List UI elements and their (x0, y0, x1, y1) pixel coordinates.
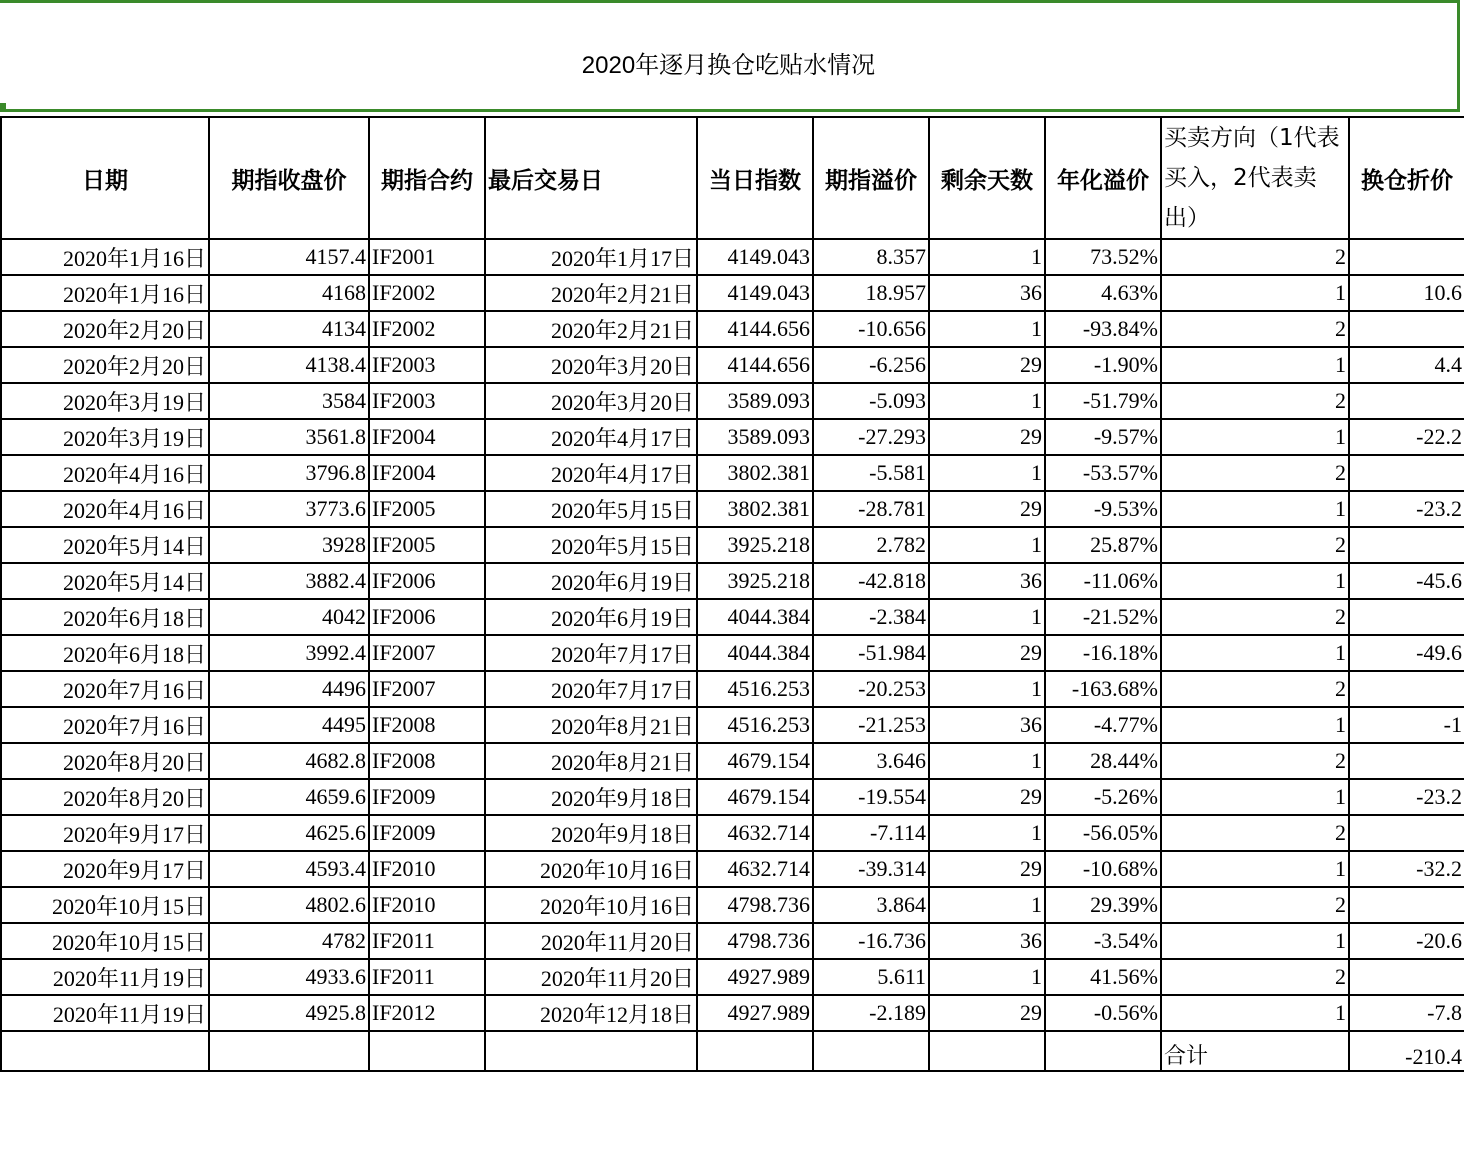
sheet-title: 2020年逐月换仓吃贴水情况 (581, 52, 876, 79)
table-cell[interactable]: 3584 (209, 383, 369, 419)
table-cell[interactable]: -5.26% (1045, 779, 1161, 815)
table-cell[interactable]: 4802.6 (209, 887, 369, 923)
table-cell[interactable]: -21.253 (813, 707, 929, 743)
table-cell[interactable]: -93.84% (1045, 311, 1161, 347)
table-cell[interactable]: IF2007 (369, 635, 485, 671)
table-cell[interactable]: 4625.6 (209, 815, 369, 851)
table-row (1, 635, 1464, 671)
table-cell[interactable] (1349, 239, 1464, 275)
table-cell[interactable]: 28.44% (1045, 743, 1161, 779)
table-cell[interactable]: IF2004 (369, 455, 485, 491)
table-cell[interactable]: IF2010 (369, 851, 485, 887)
table-cell[interactable]: 1 (1161, 923, 1349, 959)
table-cell[interactable]: -22.2 (1349, 419, 1464, 455)
table-cell[interactable]: 36 (929, 275, 1045, 311)
table-cell[interactable]: 2 (1161, 815, 1349, 851)
table-row (1, 743, 1464, 779)
table-cell[interactable]: 2020年8月20日 (1, 743, 209, 779)
table-cell[interactable]: 2020年5月14日 (1, 563, 209, 599)
table-cell[interactable]: IF2008 (369, 707, 485, 743)
table-cell[interactable] (1, 1031, 209, 1071)
table-cell[interactable]: 4157.4 (209, 239, 369, 275)
table-cell[interactable]: 2020年12月18日 (485, 995, 697, 1031)
table-cell[interactable] (1349, 743, 1464, 779)
table-cell[interactable]: IF2003 (369, 383, 485, 419)
table-cell[interactable]: 29 (929, 419, 1045, 455)
table-cell[interactable]: -23.2 (1349, 779, 1464, 815)
table-cell[interactable]: 2 (1161, 959, 1349, 995)
table-cell[interactable]: 2.782 (813, 527, 929, 563)
table-cell[interactable]: 3796.8 (209, 455, 369, 491)
table-cell[interactable]: 2020年5月15日 (485, 527, 697, 563)
table-cell[interactable]: 2020年4月16日 (1, 491, 209, 527)
table-cell[interactable]: 2020年11月20日 (485, 959, 697, 995)
table-cell[interactable]: -23.2 (1349, 491, 1464, 527)
table-cell[interactable]: 1 (929, 527, 1045, 563)
header-cell[interactable]: 剩余天数 (929, 117, 1045, 239)
table-cell[interactable]: 1 (1161, 419, 1349, 455)
table-cell[interactable]: 2020年2月20日 (1, 311, 209, 347)
table-row (1, 599, 1464, 635)
table-cell[interactable]: -42.818 (813, 563, 929, 599)
table-cell[interactable]: 3882.4 (209, 563, 369, 599)
table-cell[interactable]: IF2010 (369, 887, 485, 923)
table-cell[interactable]: IF2002 (369, 311, 485, 347)
header-cell[interactable]: 期指溢价 (813, 117, 929, 239)
table-cell[interactable] (1349, 815, 1464, 851)
table-cell[interactable]: 2020年8月20日 (1, 779, 209, 815)
table-cell[interactable]: 3925.218 (697, 563, 813, 599)
table-cell[interactable]: 2020年1月17日 (485, 239, 697, 275)
table-cell[interactable]: -5.581 (813, 455, 929, 491)
table-row (1, 959, 1464, 995)
header-cell[interactable]: 最后交易日 (485, 117, 697, 239)
table-cell[interactable]: 1 (1161, 491, 1349, 527)
table-cell[interactable]: 2020年5月15日 (485, 491, 697, 527)
table-cell[interactable]: 4593.4 (209, 851, 369, 887)
header-cell[interactable]: 年化溢价 (1045, 117, 1161, 239)
table-cell[interactable]: IF2012 (369, 995, 485, 1031)
table-cell[interactable]: -21.52% (1045, 599, 1161, 635)
table-cell[interactable]: 3925.218 (697, 527, 813, 563)
table-cell[interactable] (1349, 455, 1464, 491)
table-cell[interactable] (929, 1031, 1045, 1071)
table-cell[interactable]: 4659.6 (209, 779, 369, 815)
header-cell[interactable]: 期指收盘价 (209, 117, 369, 239)
table-cell[interactable]: 29.39% (1045, 887, 1161, 923)
table-cell[interactable]: 29 (929, 779, 1045, 815)
table-row (1, 815, 1464, 851)
table-cell[interactable]: 1 (929, 887, 1045, 923)
table-cell[interactable]: 25.87% (1045, 527, 1161, 563)
table-cell[interactable]: IF2002 (369, 275, 485, 311)
table-cell[interactable]: 2 (1161, 599, 1349, 635)
table-cell[interactable]: 2 (1161, 239, 1349, 275)
table-cell[interactable]: 2020年7月16日 (1, 707, 209, 743)
table-cell[interactable]: -19.554 (813, 779, 929, 815)
header-cell[interactable]: 期指合约 (369, 117, 485, 239)
table-row (1, 707, 1464, 743)
table-cell[interactable]: 18.957 (813, 275, 929, 311)
table-cell[interactable]: IF2006 (369, 599, 485, 635)
table-cell[interactable]: 1 (929, 599, 1045, 635)
table-cell[interactable]: 1 (1161, 707, 1349, 743)
table-cell[interactable]: 2020年5月14日 (1, 527, 209, 563)
header-cell[interactable]: 买卖方向（1代表买入，2代表卖出） (1161, 117, 1349, 239)
table-cell[interactable] (485, 1031, 697, 1071)
table-cell[interactable]: -27.293 (813, 419, 929, 455)
table-cell[interactable]: 2020年2月21日 (485, 275, 697, 311)
table-cell[interactable]: -10.656 (813, 311, 929, 347)
table-row (1, 671, 1464, 707)
table-cell[interactable]: 2020年9月17日 (1, 815, 209, 851)
table-cell[interactable]: IF2005 (369, 491, 485, 527)
table-cell[interactable]: 2020年3月19日 (1, 383, 209, 419)
table-cell[interactable]: 4.63% (1045, 275, 1161, 311)
table-cell[interactable]: -51.984 (813, 635, 929, 671)
frame-corner (0, 103, 6, 109)
table-cell[interactable]: 2020年11月20日 (485, 923, 697, 959)
table-row (1, 491, 1464, 527)
table-cell[interactable]: 4516.253 (697, 671, 813, 707)
table-cell[interactable]: 10.6 (1349, 275, 1464, 311)
table-cell[interactable]: -1 (1349, 707, 1464, 743)
table-cell[interactable]: 2020年11月19日 (1, 959, 209, 995)
table-cell[interactable] (813, 1031, 929, 1071)
table-cell[interactable]: 4782 (209, 923, 369, 959)
table-cell[interactable]: 2 (1161, 455, 1349, 491)
table-cell[interactable]: 3773.6 (209, 491, 369, 527)
total-label[interactable]: 合计 (1161, 1031, 1349, 1071)
table-cell[interactable]: -0.56% (1045, 995, 1161, 1031)
table-cell[interactable]: -20.6 (1349, 923, 1464, 959)
table-cell[interactable]: 3589.093 (697, 419, 813, 455)
table-cell[interactable]: 2020年9月18日 (485, 779, 697, 815)
title-box (0, 0, 1460, 112)
table-cell[interactable]: -1.90% (1045, 347, 1161, 383)
table-row (1, 527, 1464, 563)
table-cell[interactable]: 29 (929, 635, 1045, 671)
table-row (1, 995, 1464, 1031)
table-cell[interactable]: 2020年9月18日 (485, 815, 697, 851)
table-cell[interactable] (1349, 527, 1464, 563)
table-cell[interactable]: 2020年3月20日 (485, 347, 697, 383)
table-cell[interactable]: 4044.384 (697, 635, 813, 671)
table-cell[interactable]: 1 (1161, 851, 1349, 887)
table-row (1, 347, 1464, 383)
header-cell[interactable]: 换仓折价 (1349, 117, 1464, 239)
table-cell[interactable]: IF2006 (369, 563, 485, 599)
table-cell[interactable]: IF2003 (369, 347, 485, 383)
table-cell[interactable]: 2020年3月19日 (1, 419, 209, 455)
table-cell[interactable]: 4798.736 (697, 923, 813, 959)
table-cell[interactable]: 4632.714 (697, 851, 813, 887)
table-cell[interactable]: 2 (1161, 887, 1349, 923)
table-cell[interactable]: 3802.381 (697, 491, 813, 527)
table-cell[interactable]: 2 (1161, 311, 1349, 347)
header-row (1, 117, 1464, 239)
table-cell[interactable]: 4516.253 (697, 707, 813, 743)
table-cell[interactable]: 36 (929, 563, 1045, 599)
table-cell[interactable]: 4679.154 (697, 743, 813, 779)
table-cell[interactable]: 1 (929, 311, 1045, 347)
table-cell[interactable]: -16.18% (1045, 635, 1161, 671)
table-cell[interactable]: 41.56% (1045, 959, 1161, 995)
table-cell[interactable]: 2020年7月16日 (1, 671, 209, 707)
table-cell[interactable]: 4927.989 (697, 995, 813, 1031)
table-cell[interactable]: 2020年4月16日 (1, 455, 209, 491)
table-cell[interactable]: 1 (1161, 995, 1349, 1031)
table-cell[interactable]: -5.093 (813, 383, 929, 419)
table-cell[interactable]: IF2011 (369, 923, 485, 959)
table-cell[interactable]: -56.05% (1045, 815, 1161, 851)
table-cell[interactable]: 1 (929, 455, 1045, 491)
table-cell[interactable]: -32.2 (1349, 851, 1464, 887)
table-cell[interactable] (1045, 1031, 1161, 1071)
table-cell[interactable]: 4925.8 (209, 995, 369, 1031)
table-cell[interactable]: -9.53% (1045, 491, 1161, 527)
table-cell[interactable]: 1 (1161, 347, 1349, 383)
table-cell[interactable]: -6.256 (813, 347, 929, 383)
table-cell[interactable]: -51.79% (1045, 383, 1161, 419)
table-cell[interactable]: 4149.043 (697, 275, 813, 311)
table-cell[interactable]: 2020年2月20日 (1, 347, 209, 383)
table-cell[interactable]: 3561.8 (209, 419, 369, 455)
table-cell[interactable]: 4495 (209, 707, 369, 743)
table-cell[interactable] (1349, 311, 1464, 347)
table-cell[interactable]: 4.4 (1349, 347, 1464, 383)
table-cell[interactable]: 3.646 (813, 743, 929, 779)
table-cell[interactable]: IF2007 (369, 671, 485, 707)
table-cell[interactable] (1349, 887, 1464, 923)
table-cell[interactable]: 4632.714 (697, 815, 813, 851)
header-cell[interactable]: 日期 (1, 117, 209, 239)
table-cell[interactable]: 2020年10月15日 (1, 887, 209, 923)
table-cell[interactable] (369, 1031, 485, 1071)
table-cell[interactable]: 1 (1161, 563, 1349, 599)
table-cell[interactable] (1349, 671, 1464, 707)
table-cell[interactable]: 2020年6月18日 (1, 599, 209, 635)
table-cell[interactable]: -45.6 (1349, 563, 1464, 599)
table-cell[interactable]: 73.52% (1045, 239, 1161, 275)
table-cell[interactable]: -28.781 (813, 491, 929, 527)
table-cell[interactable]: 2020年2月21日 (485, 311, 697, 347)
table-cell[interactable]: -2.189 (813, 995, 929, 1031)
table-row (1, 383, 1464, 419)
table-cell[interactable]: 1 (929, 743, 1045, 779)
table-cell[interactable]: 4168 (209, 275, 369, 311)
table-cell[interactable]: 3589.093 (697, 383, 813, 419)
table-cell[interactable]: 2020年11月19日 (1, 995, 209, 1031)
table-cell[interactable]: -11.06% (1045, 563, 1161, 599)
table-cell[interactable]: IF2009 (369, 779, 485, 815)
table-cell[interactable]: 29 (929, 851, 1045, 887)
table-cell[interactable]: 2 (1161, 743, 1349, 779)
table-cell[interactable]: -53.57% (1045, 455, 1161, 491)
table-cell[interactable]: 1 (929, 959, 1045, 995)
table-cell[interactable]: 3992.4 (209, 635, 369, 671)
table-cell[interactable]: 4798.736 (697, 887, 813, 923)
table-cell[interactable]: IF2004 (369, 419, 485, 455)
table-cell[interactable]: 1 (929, 239, 1045, 275)
table-cell[interactable]: 4138.4 (209, 347, 369, 383)
table-cell[interactable]: 4682.8 (209, 743, 369, 779)
table-cell[interactable]: 4144.656 (697, 311, 813, 347)
table-row (1, 455, 1464, 491)
table-cell[interactable]: 2020年8月21日 (485, 707, 697, 743)
table-cell[interactable]: -10.68% (1045, 851, 1161, 887)
table-cell[interactable]: 4927.989 (697, 959, 813, 995)
total-value[interactable]: -210.4 (1349, 1031, 1464, 1071)
table-cell[interactable]: -20.253 (813, 671, 929, 707)
table-cell[interactable]: 2020年6月19日 (485, 599, 697, 635)
table-cell[interactable]: 2 (1161, 671, 1349, 707)
table-cell[interactable]: -49.6 (1349, 635, 1464, 671)
table-row (1, 851, 1464, 887)
table-cell[interactable]: 2020年10月15日 (1, 923, 209, 959)
table-cell[interactable]: 2 (1161, 383, 1349, 419)
table-cell[interactable]: IF2005 (369, 527, 485, 563)
table-cell[interactable] (697, 1031, 813, 1071)
table-cell[interactable]: -7.8 (1349, 995, 1464, 1031)
table-cell[interactable]: 2020年10月16日 (485, 887, 697, 923)
table-cell[interactable]: 2020年4月17日 (485, 419, 697, 455)
total-row (1, 1031, 1464, 1071)
table-cell[interactable]: 1 (1161, 779, 1349, 815)
table-cell[interactable]: 2020年4月17日 (485, 455, 697, 491)
table-cell[interactable]: 2020年3月20日 (485, 383, 697, 419)
table-cell[interactable]: 3.864 (813, 887, 929, 923)
table-cell[interactable]: IF2009 (369, 815, 485, 851)
table-cell[interactable]: 2020年1月16日 (1, 275, 209, 311)
table-row (1, 419, 1464, 455)
table-cell[interactable]: -16.736 (813, 923, 929, 959)
table-cell[interactable]: 1 (929, 815, 1045, 851)
table-cell[interactable]: IF2008 (369, 743, 485, 779)
table-cell[interactable]: -4.77% (1045, 707, 1161, 743)
table-cell[interactable]: 29 (929, 995, 1045, 1031)
table-cell[interactable]: 4149.043 (697, 239, 813, 275)
table-cell[interactable]: 1 (929, 383, 1045, 419)
table-cell[interactable]: -7.114 (813, 815, 929, 851)
table-cell[interactable] (1349, 383, 1464, 419)
header-cell[interactable]: 当日指数 (697, 117, 813, 239)
table-cell[interactable]: 1 (1161, 275, 1349, 311)
table-cell[interactable]: 4679.154 (697, 779, 813, 815)
table-cell[interactable]: 3802.381 (697, 455, 813, 491)
table-cell[interactable]: 4144.656 (697, 347, 813, 383)
table-cell[interactable]: 2020年7月17日 (485, 671, 697, 707)
table-cell[interactable]: IF2011 (369, 959, 485, 995)
table-cell[interactable] (209, 1031, 369, 1071)
table-cell[interactable]: 4042 (209, 599, 369, 635)
table-cell[interactable]: 3928 (209, 527, 369, 563)
table-row (1, 779, 1464, 815)
table-cell[interactable]: -2.384 (813, 599, 929, 635)
data-table (0, 116, 1464, 1072)
table-cell[interactable]: 2020年6月19日 (485, 563, 697, 599)
table-cell[interactable]: 2 (1161, 527, 1349, 563)
table-cell[interactable]: -163.68% (1045, 671, 1161, 707)
table-cell[interactable]: 4044.384 (697, 599, 813, 635)
table-cell[interactable]: 29 (929, 347, 1045, 383)
table-cell[interactable]: 4134 (209, 311, 369, 347)
table-cell[interactable]: 8.357 (813, 239, 929, 275)
table-row (1, 563, 1464, 599)
table-row (1, 887, 1464, 923)
table-cell[interactable]: -39.314 (813, 851, 929, 887)
table-cell[interactable]: -3.54% (1045, 923, 1161, 959)
table-cell[interactable] (1349, 599, 1464, 635)
table-cell[interactable]: 36 (929, 923, 1045, 959)
table-cell[interactable]: 4496 (209, 671, 369, 707)
table-cell[interactable]: 2020年1月16日 (1, 239, 209, 275)
table-cell[interactable]: 1 (1161, 635, 1349, 671)
table-cell[interactable]: 2020年6月18日 (1, 635, 209, 671)
table-cell[interactable]: 2020年8月21日 (485, 743, 697, 779)
table-cell[interactable]: IF2001 (369, 239, 485, 275)
table-cell[interactable]: 2020年10月16日 (485, 851, 697, 887)
table-row (1, 923, 1464, 959)
table-row (1, 311, 1464, 347)
table-cell[interactable]: 4933.6 (209, 959, 369, 995)
table-cell[interactable]: 5.611 (813, 959, 929, 995)
table-cell[interactable]: 2020年9月17日 (1, 851, 209, 887)
table-cell[interactable]: 36 (929, 707, 1045, 743)
table-row (1, 275, 1464, 311)
table-cell[interactable] (1349, 959, 1464, 995)
table-cell[interactable]: 29 (929, 491, 1045, 527)
table-cell[interactable]: 1 (929, 671, 1045, 707)
table-row (1, 239, 1464, 275)
table-cell[interactable]: -9.57% (1045, 419, 1161, 455)
table-cell[interactable]: 2020年7月17日 (485, 635, 697, 671)
